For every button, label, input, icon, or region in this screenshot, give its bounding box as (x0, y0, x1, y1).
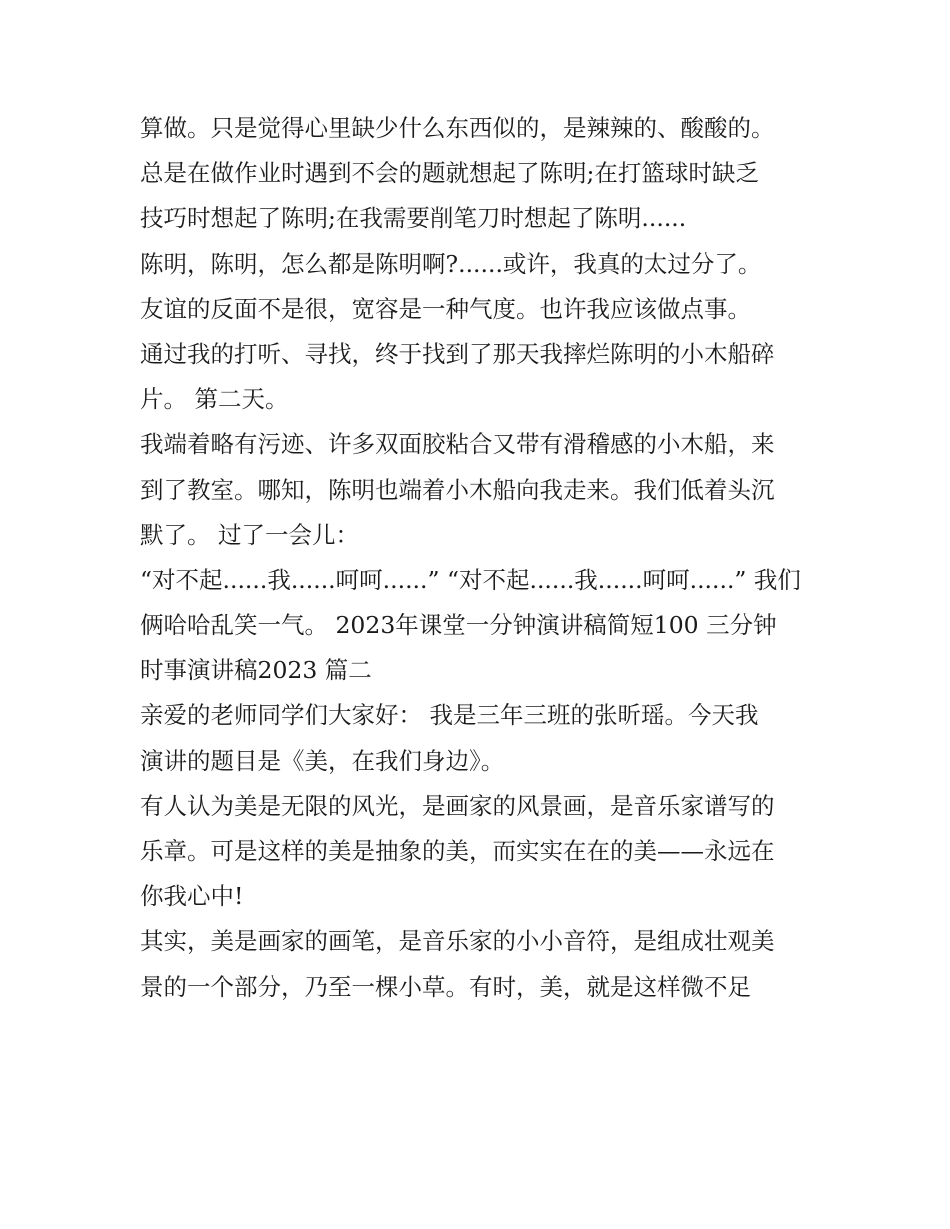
text-line: 其实，美是画家的画笔，是音乐家的小小音符，是组成壮观美 (140, 927, 775, 956)
text-line: 你我心中! (140, 882, 244, 911)
text-line: 友谊的反面不是很，宽容是一种气度。也许我应该做点事。 (140, 294, 751, 323)
text-line: 技巧时想起了陈明;在我需要削笔刀时想起了陈明...... (140, 204, 687, 233)
text-line: 时事演讲稿2023 篇二 (140, 656, 372, 685)
text-line: 我端着略有污迹、许多双面胶粘合又带有滑稽感的小木船，来 (140, 430, 775, 459)
text-line: 通过我的打听、寻找，终于找到了那天我摔烂陈明的小木船碎 (140, 339, 775, 368)
document-body (140, 106, 820, 1010)
text-line: “对不起......我......呵呵......” “对不起......我......呵呵......” 我们 (140, 565, 801, 594)
text-line: 乐章。可是这样的美是抽象的美，而实实在在的美——永远在 (140, 837, 775, 865)
text-line: 演讲的题目是《美，在我们身边》。 (140, 746, 505, 775)
text-line: 陈明，陈明，怎么都是陈明啊?......或许，我真的太过分了。 (140, 249, 762, 278)
text-line: 到了教室。哪知，陈明也端着小木船向我走来。我们低着头沉 (140, 475, 775, 504)
text-line: 算做。只是觉得心里缺少什么东西似的，是辣辣的、酸酸的。 (140, 114, 775, 142)
text-line: 亲爱的老师同学们大家好： 我是三年三班的张昕瑶。今天我 (140, 701, 759, 730)
text-line: 俩哈哈乱笑一气。 2023年课堂一分钟演讲稿简短100 三分钟 (140, 611, 777, 640)
text-line: 总是在做作业时遇到不会的题就想起了陈明;在打篮球时缺乏 (140, 159, 759, 188)
text-line: 有人认为美是无限的风光，是画家的风景画，是音乐家谱写的 (140, 791, 775, 820)
text-line: 默了。 过了一会儿： (140, 520, 359, 549)
text-line: 片。 第二天。 (140, 385, 289, 414)
text-line: 景的一个部分，乃至一棵小草。有时，美，就是这样微不足 (140, 972, 751, 1001)
